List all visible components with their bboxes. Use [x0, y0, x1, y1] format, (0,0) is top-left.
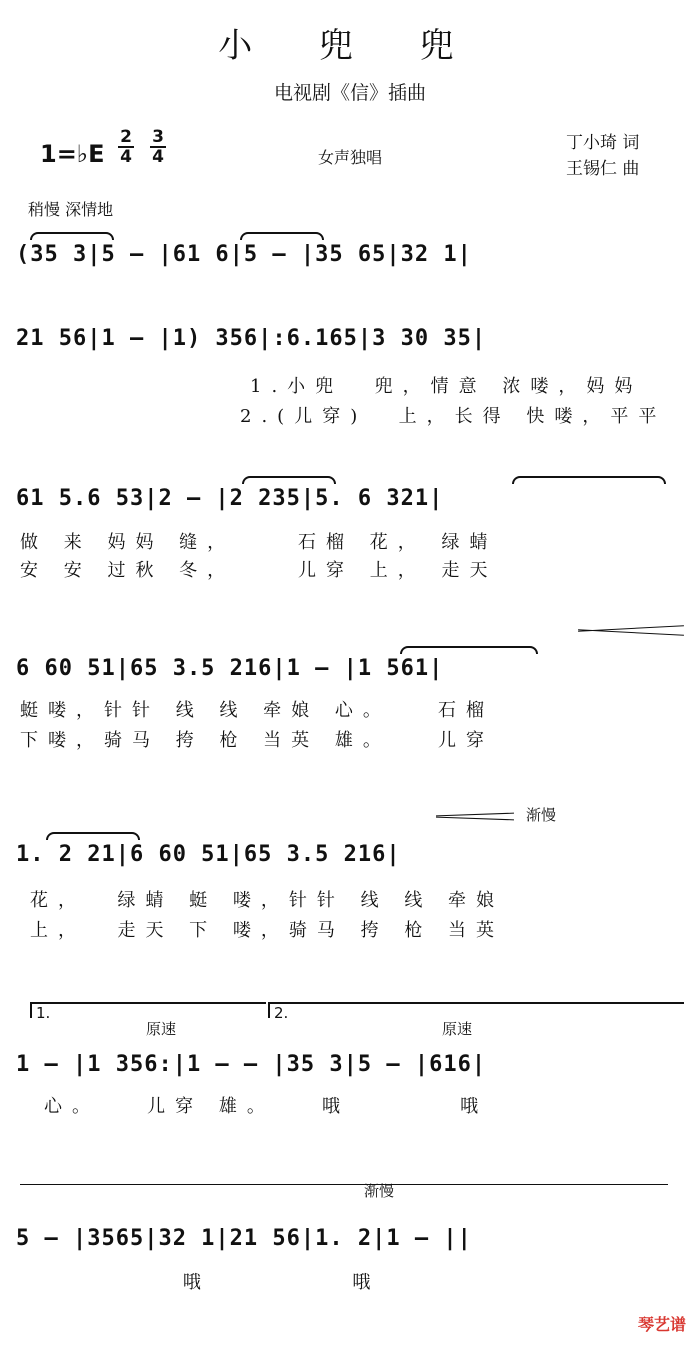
notation-row-2: 21 56|1 — |1) 356|:6.165|3 30 35| [16, 326, 487, 351]
a-tempo-mark: 原速 [442, 1020, 473, 1038]
notation-row-1: (35 3|5 — |61 6|5 — |35 65|32 1| [16, 242, 472, 267]
a-tempo-mark: 原速 [146, 1020, 177, 1038]
lyricist-credit: 丁小琦 词 [566, 133, 640, 153]
notation-row-3: 61 5.6 53|2 — |2 235|5. 6 321| [16, 486, 444, 511]
lyrics-verse2-row-4: 下喽，骑马 挎 枪 当英 雄。 儿穿 [20, 730, 495, 751]
staff-row-4 [0, 640, 700, 751]
decrescendo-line [578, 629, 684, 636]
tempo-marking: 稍慢 深情地 [28, 200, 114, 219]
notation-row-4: 6 60 51|65 3.5 216|1 — |1 561| [16, 656, 444, 681]
lyrics-verse1-row-5: 花， 绿蜻 蜓 喽，针针 线 线 牵娘 [30, 890, 505, 911]
volta-continuation [20, 1184, 668, 1185]
ritardando-mark: 渐慢 [526, 806, 557, 824]
lyrics-verse2-row-3: 安 安 过秋 冬， 儿穿 上， 走天 [20, 560, 498, 581]
staff-row-2 [0, 310, 700, 427]
ritardando-mark: 渐慢 [364, 1182, 395, 1200]
lyrics-row-7: 哦 哦 [120, 1272, 381, 1293]
staff-row-6 [0, 1004, 700, 1136]
volta-second: 2. [268, 1002, 684, 1018]
composer-credit: 王锡仁 曲 [566, 159, 640, 179]
slur [46, 832, 140, 840]
time-signature-3-4 [150, 128, 166, 166]
notation-row-5: 1. 2 21|6 60 51|65 3.5 216| [16, 842, 401, 867]
key-signature: 1=♭E [40, 140, 105, 168]
notation-row-7: 5 — |3565|32 1|21 56|1. 2|1 — || [16, 1226, 472, 1251]
meter1-den: 4 [120, 147, 132, 167]
lyrics-verse2-row-5: 上， 走天 下 喽，骑马 挎 枪 当英 [30, 920, 505, 941]
lyrics-verse1-row-3: 做 来 妈妈 缝， 石榴 花， 绿蜻 [20, 532, 498, 553]
lyrics-verse2-row-2: 2.(儿穿) 上，长得 快喽，平平 [240, 406, 667, 427]
slur [30, 232, 114, 240]
song-title: 小 兜 兜 [218, 26, 482, 66]
staff-row-5 [0, 806, 700, 941]
song-subtitle: 电视剧《信》插曲 [273, 82, 426, 104]
notation-row-6: 1 — |1 356:|1 — — |35 3|5 — |616| [16, 1052, 487, 1077]
slur [240, 232, 324, 240]
voice-type: 女声独唱 [318, 148, 383, 167]
slur [400, 646, 538, 654]
lyrics-verse1-row-2: 1.小兜 兜，情意 浓喽，妈妈 [250, 376, 643, 397]
staff-row-7 [0, 1182, 700, 1310]
staff-row-3 [0, 470, 700, 581]
site-logo: 琴艺谱 [637, 1315, 686, 1334]
volta-first: 1. [30, 1002, 266, 1018]
time-signature-2-4 [118, 128, 134, 166]
meter2-den: 4 [152, 147, 164, 167]
meter2-num: 3 [150, 128, 166, 148]
crescendo-line [436, 813, 514, 817]
slur [242, 476, 336, 484]
meter1-num: 2 [118, 128, 134, 148]
crescendo-line [436, 817, 514, 821]
slur [512, 476, 666, 484]
lyrics-verse1-row-4: 蜓喽，针针 线 线 牵娘 心。 石榴 [20, 700, 495, 721]
lyrics-row-6: 心。 儿穿 雄。 哦 哦 [44, 1096, 489, 1117]
